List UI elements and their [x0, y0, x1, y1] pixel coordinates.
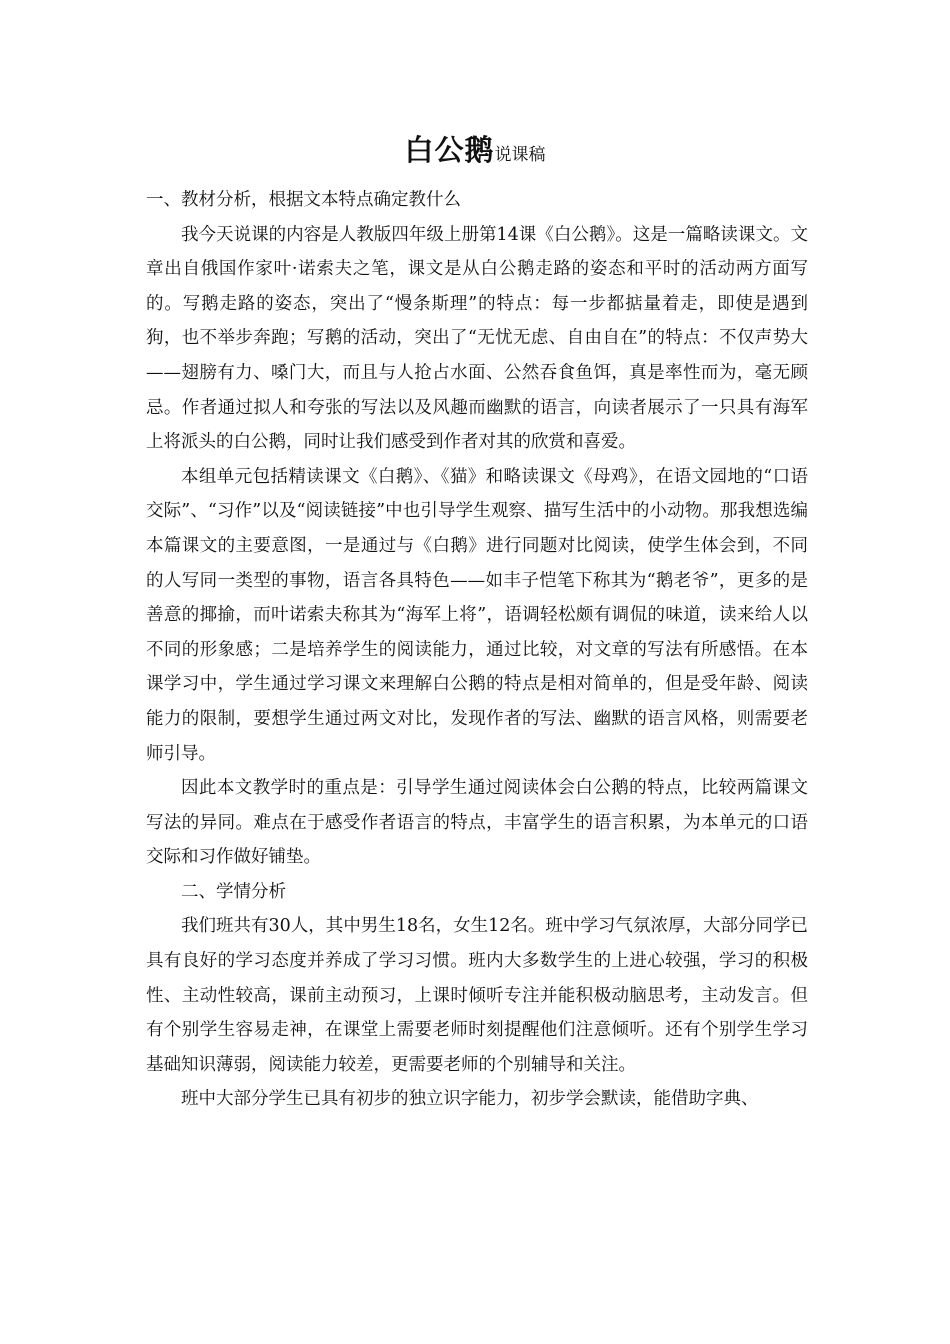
section-heading-textbook-analysis: 一、教材分析，根据文本特点确定教什么 [146, 190, 461, 210]
paragraph-class-overview: 我们班共有30人，其中男生18名，女生12名。班中学习气氛浓厚，大部分同学已具有良好的学习态度并养成了学习习惯。班内大多数学生的上进心较强，学习的积极性、主动性较高，课前主动预习，上课时倾听专注并能积极动脑思考，主动发言。但有个别学生容易走神，在课堂上需要老师时刻提醒他们注意倾听。还有个别学生学习基础知识薄弱，阅读能力较差，更需要老师的个别辅导和关注。 [146, 916, 808, 1075]
paragraph-reading-ability: 班中大部分学生已具有初步的独立识字能力，初步学会默读，能借助字典、 [181, 1089, 759, 1110]
paragraph-unit-intent: 本组单元包括精读课文《白鹅》、《猫》和略读课文《母鸡》，在语文园地的“口语交际”、“习作”以及“阅读链接”中也引导学生观察、描写生活中的小动物。那我想选编本篇课文的主要意图，一是通过与《白鹅》进行同题对比阅读，使学生体会到，不同的人写同一类型的事物，语言各具特色——如丰子恺笔下称其为“鹅老爷”，更多的是善意的揶揄，而叶诺索夫称其为“海军上将”，语调轻松颇有调侃的味道，读来给人以不同的形象感；二是培养学生的阅读能力，通过比较，对文章的写法有所感悟。在本课学习中，学生通过学习课文来理解白公鹅的特点是相对简单的，但是受年龄、阅读能力的限制，要想学生通过两文对比，发现作者的写法、幽默的语言风格，则需要老师引导。 [146, 466, 808, 764]
paragraph-key-points: 因此本文教学时的重点是：引导学生通过阅读体会白公鹅的特点，比较两篇课文写法的异同。难点在于感受作者语言的特点，丰富学生的语言积累，为本单元的口语交际和习作做好铺垫。 [146, 778, 808, 868]
document-body [146, 183, 808, 1117]
title-main: 白公鹅 [404, 133, 495, 167]
section-heading-student-analysis: 二、学情分析 [181, 881, 286, 902]
title-subtitle: 说课稿 [494, 145, 546, 165]
paragraph-lesson-content: 我今天说课的内容是人教版四年级上册第14课《白公鹅》。这是一篇略读课文。文章出自俄国作家叶·诺索夫之笔，课文是从白公鹅走路的姿态和平时的活动两方面写的。写鹅走路的姿态，突出了“慢条斯理”的特点：每一步都掂量着走，即使是遇到狗，也不举步奔跑；写鹅的活动，突出了“无忧无虑、自由自在”的特点：不仅声势大——翅膀有力、嗓门大，而且与人抢占水面、公然吞食鱼饵，真是率性而为，毫无顾忌。作者通过拟人和夸张的写法以及风趣而幽默的语言，向读者展示了一只具有海军上将派头的白公鹅，同时让我们感受到作者对其的欣赏和喜爱。 [146, 224, 808, 453]
page-title [0, 130, 950, 175]
